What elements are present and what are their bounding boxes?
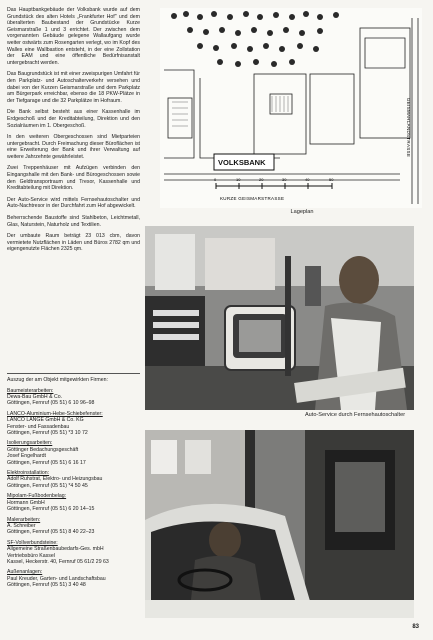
street-label-bottom: KURZE GEISMARSTRASSE <box>220 196 285 201</box>
left-text-column <box>7 7 140 258</box>
firm-category: LANCO-Aluminium-Hebe-Schiebefenster: <box>7 410 103 417</box>
photo-auto-service-caption: Auto-Service durch Fernsehautoschalter <box>304 412 406 418</box>
paragraph: Zwei Treppenhäuser mit Aufzügen verbinden den Eingangshalle mit den Bank- und Bürogeschossen sowie den Geldtransportraum und Tresor, Kassenhalle und Kreditabteilung mit Direktion. <box>7 165 140 192</box>
firms-list <box>7 377 140 593</box>
firm-entry <box>7 540 140 566</box>
firm-line: LANCO LANGE GmbH & Co. KG <box>7 417 84 424</box>
firm-line: Göttinger Bedachungsgeschäft <box>7 446 79 453</box>
firm-line: Hormann GmbH <box>7 499 45 506</box>
firm-line: Adolf Ruhstrat, Elektro- und Heizungsbau <box>7 476 103 483</box>
scale-tick-label: 20 <box>259 177 264 182</box>
firm-entry <box>7 411 140 437</box>
firm-line: Göttingen, Fernruf (05 51) 6 16 17 <box>7 459 86 466</box>
firm-line: Josef Engelhardt <box>7 453 46 460</box>
scale-tick-label: 10 <box>236 177 241 182</box>
firm-line: A. Schreiber <box>7 522 36 529</box>
firm-line: Göttingen, Fernruf (05 51) 3 40 48 <box>7 582 86 589</box>
firm-entry <box>7 569 140 588</box>
firm-line: Vertriebsbüro Kassel <box>7 552 55 559</box>
firm-entry <box>7 388 140 407</box>
firms-heading: Auszug der am Objekt mitgewirkten Firmen: <box>7 377 108 383</box>
firm-category: Außenanlagen: <box>7 569 43 576</box>
firm-entry <box>7 493 140 512</box>
scale-tick-label: 30 <box>282 177 287 182</box>
site-plan <box>160 8 422 208</box>
firm-line: Kassel, Heckerstr. 40, Fernruf 05 61/2 29 63 <box>7 558 109 565</box>
firm-category: Isolierungsarbeiten: <box>7 440 53 447</box>
section-divider <box>7 373 140 374</box>
firm-line: Fenster- und Fassadenbau <box>7 423 70 430</box>
paragraph: Die Bank selbst besteht aus einer Kassenhalle im Erdgeschoß und der Kreditabteilung, Direktion und den Sozialräumen im 1. Obergeschoß. <box>7 109 140 129</box>
site-plan-drawing <box>160 8 422 208</box>
firm-line: Göttingen, Fernruf (05 51) *4 50 45 <box>7 482 88 489</box>
scale-tick-label: 50 <box>329 177 334 182</box>
firm-line: Göttingen, Fernruf (05 51) 6 20 14–15 <box>7 506 95 513</box>
street-label-right: GEISMARLANDSTRASSE <box>406 98 411 158</box>
firm-entry <box>7 470 140 489</box>
scale-tick-label: 40 <box>305 177 310 182</box>
photo-night-safe-image <box>145 430 414 618</box>
firm-entry <box>7 517 140 536</box>
scale-tick-label: 0 <box>214 177 217 182</box>
firm-category: Elektroinstallation: <box>7 470 50 477</box>
firm-category: Baumeisterarbeiten: <box>7 387 54 394</box>
page-number: 83 <box>412 624 419 630</box>
firm-line: Göttingen, Fernruf (05 51) *3 10 72 <box>7 430 88 437</box>
site-plan-caption: Lageplan <box>290 209 314 215</box>
paragraph: Das Baugrundstück ist mit einer zweispurigen Umfahrt für den Parkplatz- und Autoschalterverkehr versehen und dabei von der Kurzen Geismarstraße und dem Parkplatz am Bürgerpark erreichbar, ebenso die 18 PKW-Plätze in der Tiefgarage und die 32 Parkplätze im Hofraum. <box>7 71 140 104</box>
firm-line: Göttingen, Fernruf (05 51) 8 40 22–23 <box>7 529 95 536</box>
firm-line: Göttingen, Fernruf (05 51) 6 10 96–98 <box>7 400 95 407</box>
firm-line: Paul Kreuder, Garten- und Landschaftsbau <box>7 575 106 582</box>
bank-label: VOLKSBANK <box>218 158 266 167</box>
paragraph: Das Hauptbankgebäude der Volksbank wurde auf dem Grundstück des alten Hotels „Frankfurter Hof" und dem überalterten Baubestand der Grundstücke Kurze Geismarstraße 1 und 3 errichtet. Der zwischen dem vorgenannten Gebäude gelegene Wallaufgang wurde weiter ostwärts zum Rosengarten verlegt, wo im Kopf des Walles eine Wallbastion entsteht, in der eine Zollstation der EAM und eine öffentliche Bedürfnisanstalt untergebracht werden. <box>7 7 140 66</box>
firm-category: Malerarbeiten: <box>7 516 41 523</box>
paragraph: In den weiteren Obergeschossen sind Mietparteien untergebracht. Durch Freimachung dieser Büroflächen ist eine Erweiterung der Bank und ihrer Verwaltung auf weitere Jahrzehnte gewährleistet. <box>7 134 140 160</box>
photo-night-safe <box>145 430 414 618</box>
firm-category: SF-Vollverbundsteine: <box>7 539 58 546</box>
paragraph: Beherrschende Baustoffe sind Stahlbeton, Leichtmetall, Glas, Naturstein, Naturholz und Textilien. <box>7 215 140 228</box>
firm-entry <box>7 440 140 466</box>
photo-auto-service-image <box>145 226 414 410</box>
paragraph: Der Auto-Service wird mittels Fernsehautoschalter und Auto-Nachtresor in der Durchfahrt zum Hof abgewickelt. <box>7 196 140 210</box>
firm-line: Allgemeine Straßenbaubedarfs-Ges. mbH <box>7 546 104 553</box>
firm-category: Mipolam-Fußbodenbelag: <box>7 493 67 500</box>
paragraph: Der umbaute Raum beträgt 23 013 cbm, davon vermietete Nutzflächen in Läden und Büros 2782 qm und eigengenutzte Flächen 2325 qm. <box>7 233 140 253</box>
photo-auto-service <box>145 226 414 410</box>
firm-line: Dewa-Bau GmbH & Co. <box>7 394 63 400</box>
